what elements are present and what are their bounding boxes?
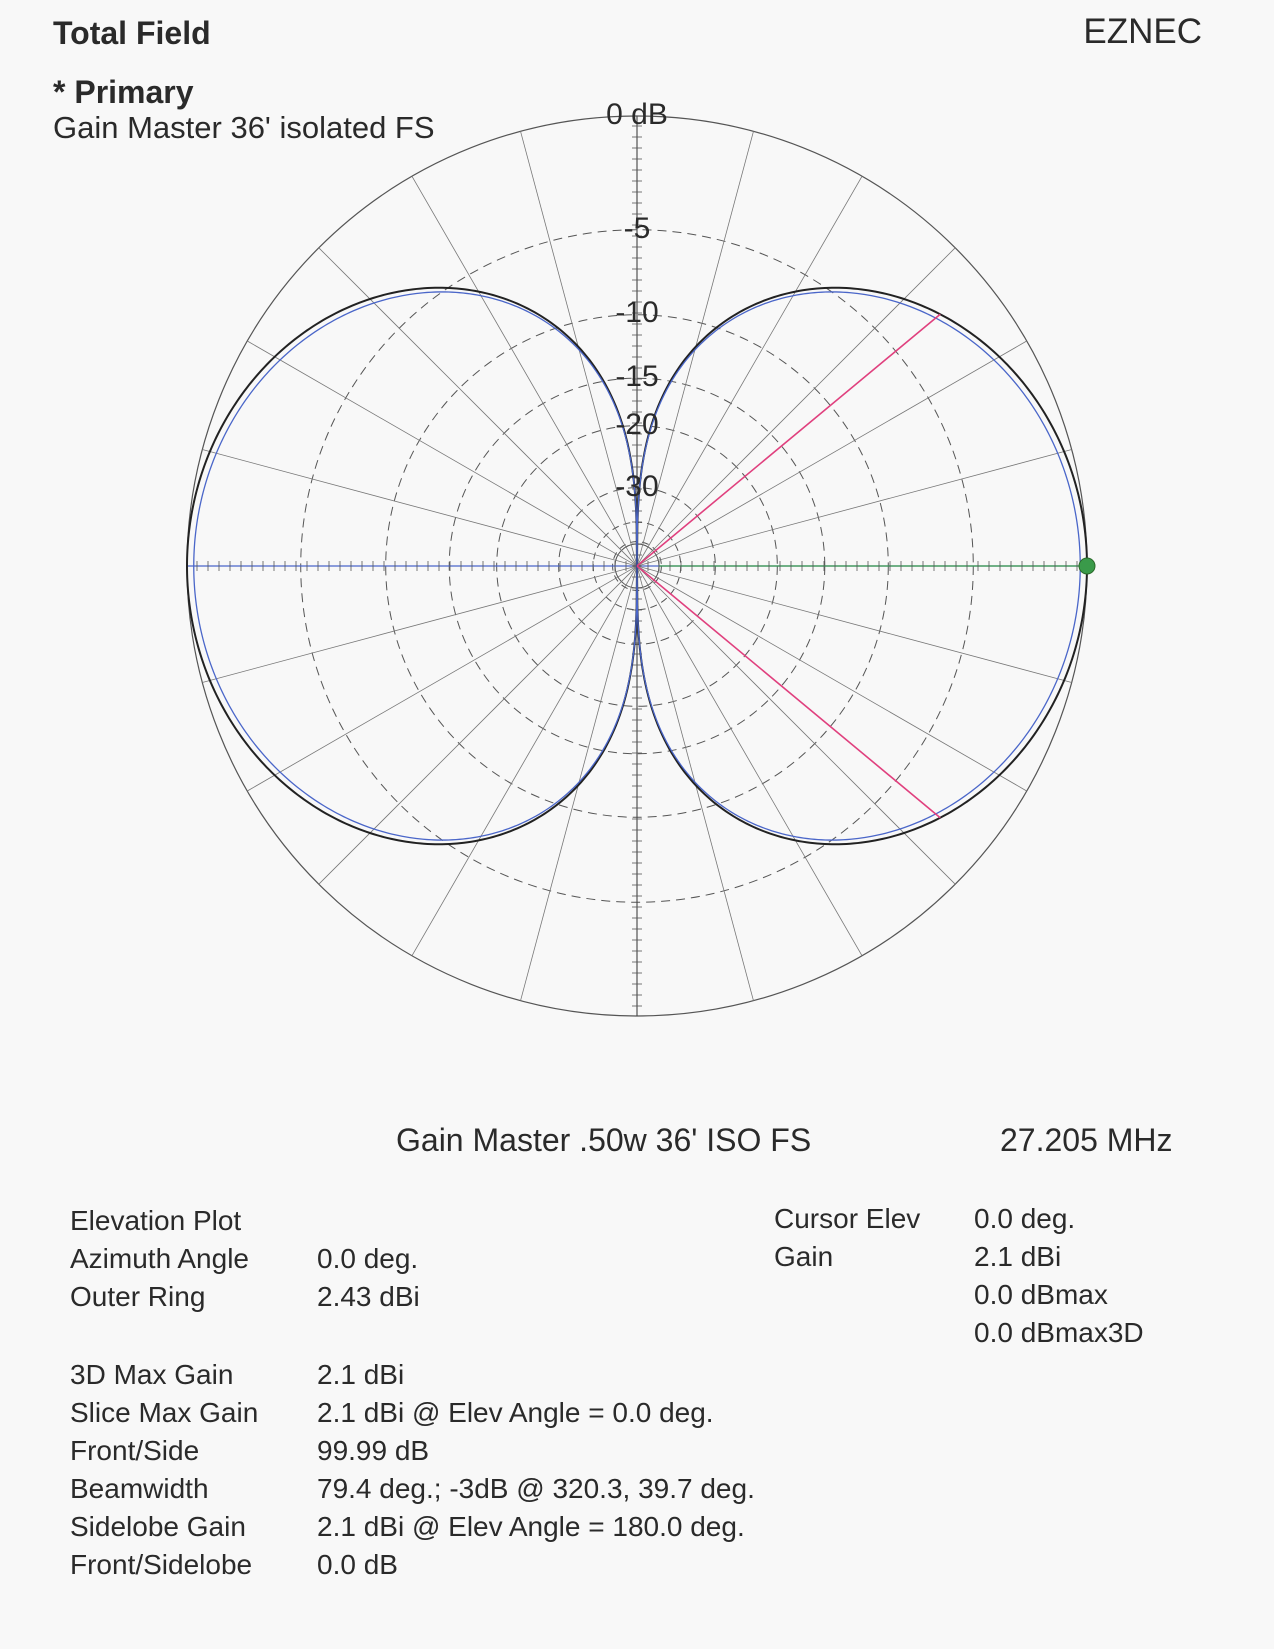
spoke-195 [202,566,637,682]
ring-label-2: -10 [615,295,659,329]
stat-3-label: Beamwidth [70,1473,209,1504]
frequency-label: 27.205 MHz [1000,1122,1173,1158]
ring-label-3: -15 [615,359,659,393]
ring-label-4: -20 [615,407,659,441]
stat-1-label: Slice Max Gain [70,1397,259,1428]
left-info-1-label: Azimuth Angle [70,1243,249,1274]
spoke-30 [637,341,1027,566]
cursor-info-0-value: 0.0 deg. [974,1203,1076,1234]
brand-label: EZNEC [1083,12,1202,51]
spoke-345 [637,566,1072,682]
ring-label-1: -5 [623,211,651,245]
cursor-info-2-value: 0.0 dBmax [974,1279,1108,1310]
stat-5-value: 0.0 dB [317,1549,398,1580]
spoke-210 [247,566,637,791]
beamwidth-marker-0 [637,566,940,818]
stat-4-label: Sidelobe Gain [70,1511,246,1542]
spoke-120 [412,176,637,566]
spoke-165 [202,450,637,566]
stat-5-label: Front/Sidelobe [70,1549,253,1580]
stat-0-value: 2.1 dBi [317,1359,405,1390]
stat-2-value: 99.99 dB [317,1435,430,1466]
ring-label-5: -30 [615,469,659,503]
beamwidth-marker-1 [637,314,940,566]
left-info-1-value: 0.0 deg. [317,1243,419,1274]
stat-3-value: 79.4 deg.; -3dB @ 320.3, 39.7 deg. [317,1473,755,1504]
left-info-2-label: Outer Ring [70,1281,206,1312]
series-legend-label: Gain Master 36' isolated FS [53,110,435,145]
ring-label-0: 0 dB [606,97,668,131]
stat-0-label: 3D Max Gain [70,1359,234,1390]
cursor-info-1-value: 2.1 dBi [974,1241,1062,1272]
stat-2-label: Front/Side [70,1435,200,1466]
cursor-info-0-label: Cursor Elev [774,1203,921,1234]
primary-legend-label: * Primary [53,74,194,110]
spoke-150 [247,341,637,566]
left-info-2-value: 2.43 dBi [317,1281,420,1312]
cursor-dot [1079,558,1095,574]
spoke-300 [637,566,862,956]
stat-1-value: 2.1 dBi @ Elev Angle = 0.0 deg. [317,1397,714,1428]
spoke-330 [637,566,1027,791]
left-info-0-label: Elevation Plot [70,1205,242,1236]
spoke-60 [637,176,862,566]
spoke-15 [637,450,1072,566]
chart-title: Total Field [53,15,211,51]
cursor-info-3-value: 0.0 dBmax3D [974,1317,1144,1348]
spoke-240 [412,566,637,956]
cursor-info-1-label: Gain [774,1241,834,1272]
stat-4-value: 2.1 dBi @ Elev Angle = 180.0 deg. [317,1511,745,1542]
model-description: Gain Master .50w 36' ISO FS [396,1122,812,1158]
